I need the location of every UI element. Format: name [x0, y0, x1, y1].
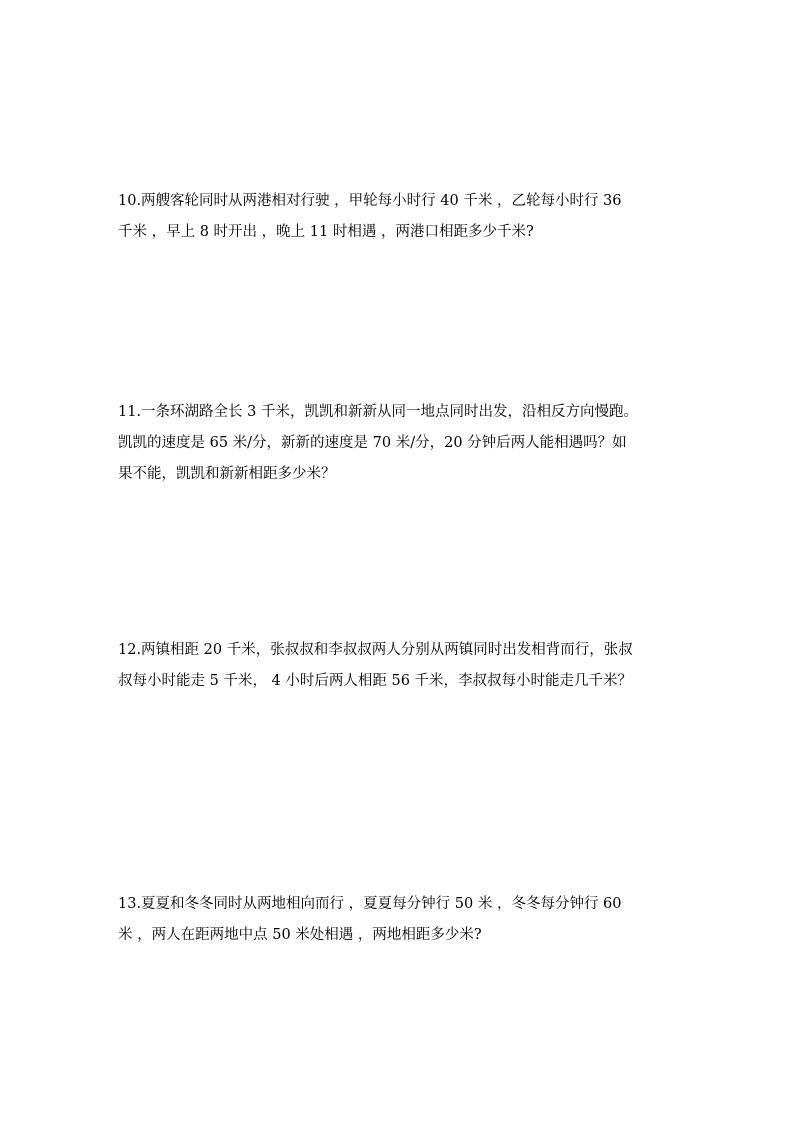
problem-12-line-1: 12.两镇相距 20 千米，张叔叔和李叔叔两人分别从两镇同时出发相背而行，张叔: [118, 642, 633, 658]
problem-10-line-1: 10.两艘客轮同时从两港相对行驶 ，甲轮每小时行 40 千米 ，乙轮每小时行 36: [118, 193, 622, 209]
problem-10: [118, 186, 678, 248]
problem-11-line-2: 凯凯的速度是 65 米/分，新新的速度是 70 米/分，20 分钟后两人能相遇吗？如: [118, 435, 627, 451]
problem-12: [118, 635, 678, 697]
problem-11-line-3: 果不能，凯凯和新新相距多少米？: [118, 466, 336, 482]
problem-13: [118, 889, 678, 951]
problem-13-line-1: 13.夏夏和冬冬同时从两地相向而行 ，夏夏每分钟行 50 米 ，冬冬每分钟行 60: [118, 896, 622, 912]
problem-10-line-2: 千米 ，早上 8 时开出 ，晚上 11 时相遇 ，两港口相距多少千米?: [118, 224, 534, 240]
problem-13-line-2: 米 ，两人在距两地中点 50 米处相遇 ，两地相距多少米?: [118, 927, 482, 943]
problem-11: [118, 397, 678, 490]
problem-11-line-1: 11.一条环湖路全长 3 千米，凯凯和新新从同一地点同时出发，沿相反方向慢跑。: [118, 404, 639, 420]
problem-12-line-2: 叔每小时能走 5 千米， 4 小时后两人相距 56 千米，李叔叔每小时能走几千米？: [118, 673, 633, 689]
